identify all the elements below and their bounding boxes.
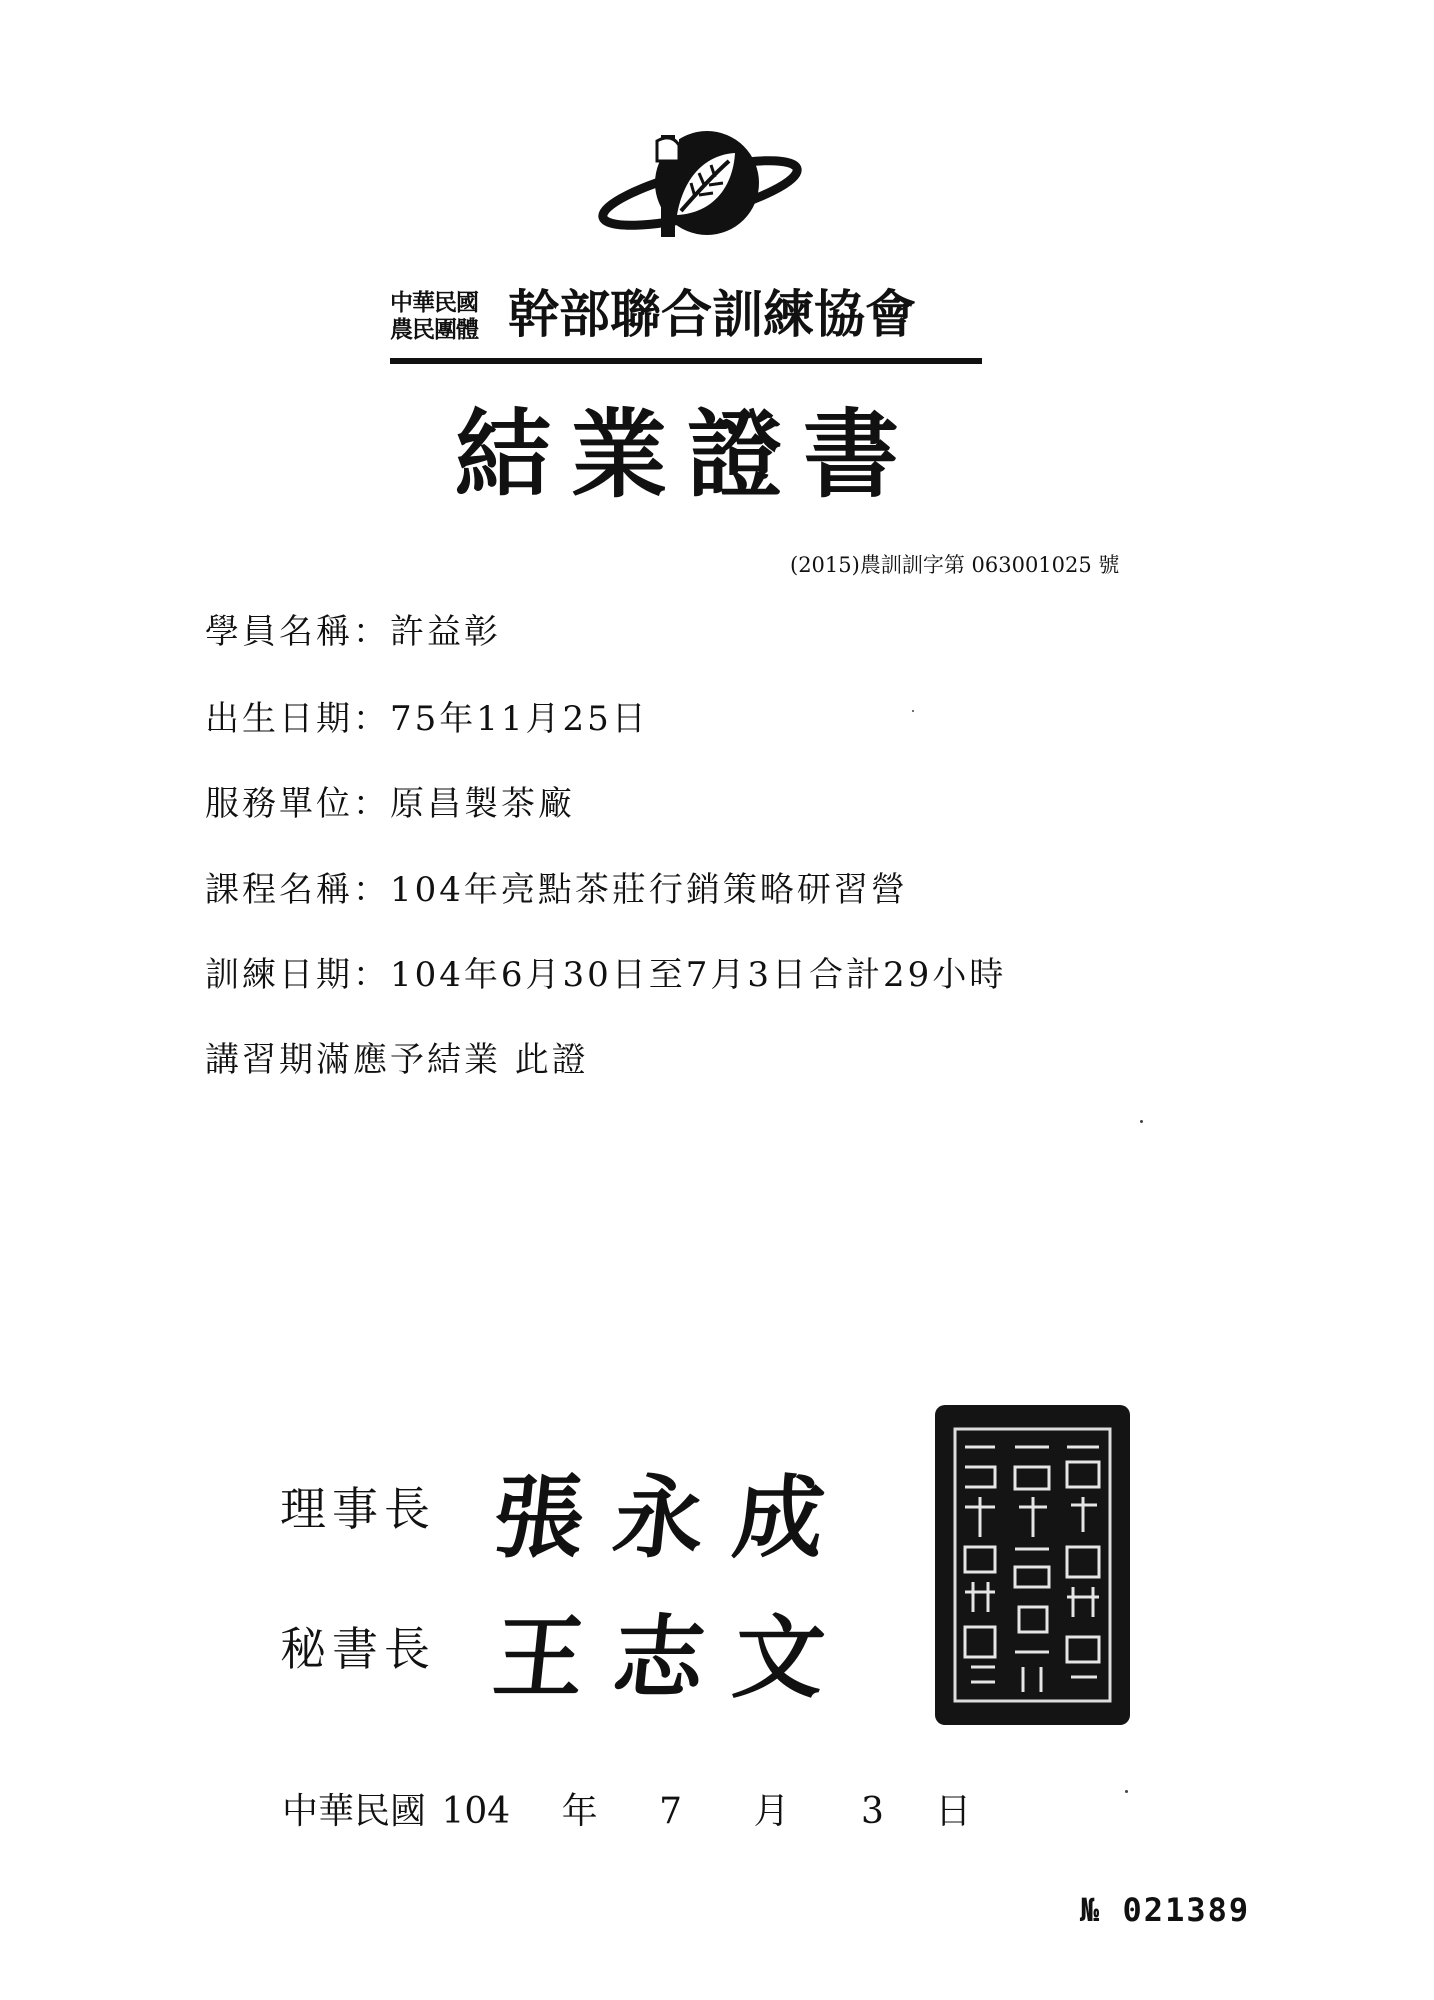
scan-speck (912, 710, 914, 712)
field-work-unit (205, 782, 575, 826)
date-era: 中華民國 (282, 1791, 427, 1832)
field-separator: ： (353, 699, 390, 739)
issue-date (282, 1790, 971, 1834)
organization-name: 幹部聯合訓練協會 (508, 286, 917, 345)
field-student-name (205, 610, 501, 654)
organization-header (390, 286, 990, 350)
field-value: 104年亮點茶莊行銷策略研習營 (390, 870, 908, 910)
field-label: 出生日期 (205, 699, 353, 739)
date-month: 7 (659, 1791, 683, 1832)
header-divider (390, 358, 982, 364)
organization-prefix-line2: 農民團體 (390, 317, 478, 343)
date-year: 104 (441, 1791, 511, 1832)
field-separator: ： (353, 870, 390, 910)
date-year-unit: 年 (561, 1791, 598, 1832)
field-separator: ： (353, 955, 390, 995)
field-separator: ： (353, 612, 390, 652)
signature-title: 理事長 (280, 1482, 436, 1536)
signature-name: 張永成 (488, 1465, 860, 1571)
field-value: 許益彰 (390, 612, 501, 652)
field-course-name (205, 868, 908, 912)
date-month-unit: 月 (753, 1791, 790, 1832)
field-label: 訓練日期 (205, 955, 353, 995)
scan-speck (1140, 1120, 1143, 1123)
scan-speck (1125, 1790, 1128, 1793)
field-label: 課程名稱 (205, 870, 353, 910)
closing-statement: 講習期滿應予結業 此證 (205, 1040, 589, 1080)
organization-prefix (390, 290, 502, 344)
signature-title: 秘書長 (280, 1622, 436, 1676)
field-label: 學員名稱 (205, 612, 353, 652)
field-value: 104年6月30日至7月3日合計29小時 (390, 955, 1007, 995)
date-day: 3 (860, 1791, 884, 1832)
field-label: 服務單位 (205, 784, 353, 824)
field-birth-date (205, 697, 649, 741)
organization-prefix-line1: 中華民國 (390, 290, 478, 316)
date-day-unit: 日 (935, 1791, 972, 1832)
field-value: 75年11月25日 (390, 699, 649, 739)
official-seal-icon (935, 1405, 1130, 1725)
field-separator: ： (353, 784, 390, 824)
field-training-dates (205, 953, 1006, 997)
certificate-number: № 021389 (1080, 1891, 1251, 1929)
serial-number: (2015)農訓訓字第 063001025 號 (790, 553, 1120, 577)
certificate-title: 結業證書 (455, 399, 919, 511)
association-logo-icon (595, 125, 805, 245)
signature-name: 王志文 (488, 1605, 860, 1711)
field-value: 原昌製茶廠 (390, 784, 575, 824)
